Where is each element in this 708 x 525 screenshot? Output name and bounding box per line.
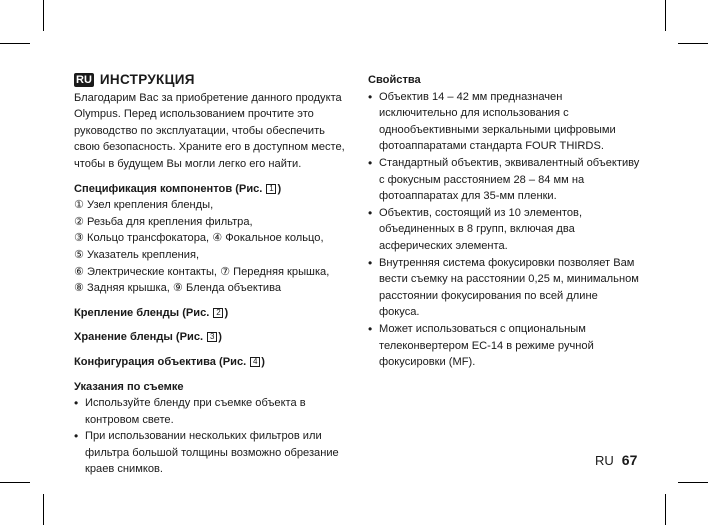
component-line: ① Узел крепления бленды,	[74, 199, 214, 212]
figure-number: 1	[266, 184, 276, 194]
page-footer	[595, 452, 637, 468]
page-title: ИНСТРУКЦИЯ	[99, 72, 195, 87]
components-list	[74, 197, 352, 297]
intro-text: Благодарим Вас за приобретение данного продукта Olympus. Перед использованием прочтите это руководство по эксплуатации, чтобы обеспечить свою безопасность. Храните его в доступном месте, чтобы в будущем Вы могли легко его найти.	[74, 91, 345, 170]
right-column	[368, 72, 640, 371]
crop-mark	[43, 494, 44, 525]
bullet-item: • Внутренняя система фокусировки позволяет Вам вести съемку на расстоянии 0,25 м, минимальном расстоянии фокусирования по всей длине фокуса.	[368, 255, 640, 321]
bullet-item: • Может использоваться с опциональным телеконвертером EC-14 в режиме ручной фокусировки (MF).	[368, 321, 640, 371]
component-line: ⑤ Указатель крепления,	[74, 248, 200, 261]
crop-mark	[0, 43, 30, 44]
crop-mark	[0, 482, 30, 483]
crop-mark	[678, 482, 708, 483]
crop-mark	[678, 43, 708, 44]
component-line: ② Резьба для крепления фильтра,	[74, 215, 253, 228]
bullet-item: • Объектив 14 – 42 мм предназначен исключительно для использования с однообъективными зеркальными цифровыми фотоаппаратами стандарта FOUR THIRDS.	[368, 89, 640, 155]
hood-storage-heading: Хранение бленды (Рис. 3 )	[74, 331, 222, 344]
bullet-item: • Объектив, состоящий из 10 элементов, объединенных в 8 групп, включая два асферических элемента.	[368, 205, 640, 255]
bullet-item: • Стандартный объектив, эквивалентный объективу с фокусным расстоянием 28 – 84 мм на фотоаппаратах для 35-мм пленки.	[368, 155, 640, 205]
crop-mark	[665, 0, 666, 31]
shooting-list	[74, 395, 352, 478]
lens-config-heading: Конфигурация объектива (Рис. 4 )	[74, 355, 265, 368]
figure-number: 3	[207, 332, 217, 342]
title-row	[74, 72, 352, 89]
footer-language: RU	[595, 453, 614, 468]
shooting-heading: Указания по съемке	[74, 380, 184, 393]
component-line: ③ Кольцо трансфокатора, ④ Фокальное кольцо,	[74, 232, 324, 245]
left-column	[74, 72, 352, 478]
component-line: ⑥ Электрические контакты, ⑦ Передняя крышка,	[74, 265, 330, 278]
features-heading: Свойства	[368, 74, 421, 86]
crop-mark	[665, 494, 666, 525]
crop-mark	[43, 0, 44, 31]
hood-mount-heading: Крепление бленды (Рис. 2 )	[74, 306, 229, 319]
component-line: ⑧ Задняя крышка, ⑨ Бленда объектива	[74, 282, 282, 295]
page-number: 67	[621, 452, 638, 468]
figure-number: 4	[250, 357, 260, 367]
bullet-item: • При использовании нескольких фильтров или фильтра большой толщины возможно обрезание краев снимков.	[74, 428, 352, 478]
figure-number: 2	[213, 308, 223, 318]
components-heading: Спецификация компонентов (Рис. 1 )	[74, 182, 282, 195]
language-badge: RU	[76, 74, 92, 87]
bullet-item: • Используйте бленду при съемке объекта в контровом свете.	[74, 395, 352, 428]
features-list	[368, 89, 640, 371]
